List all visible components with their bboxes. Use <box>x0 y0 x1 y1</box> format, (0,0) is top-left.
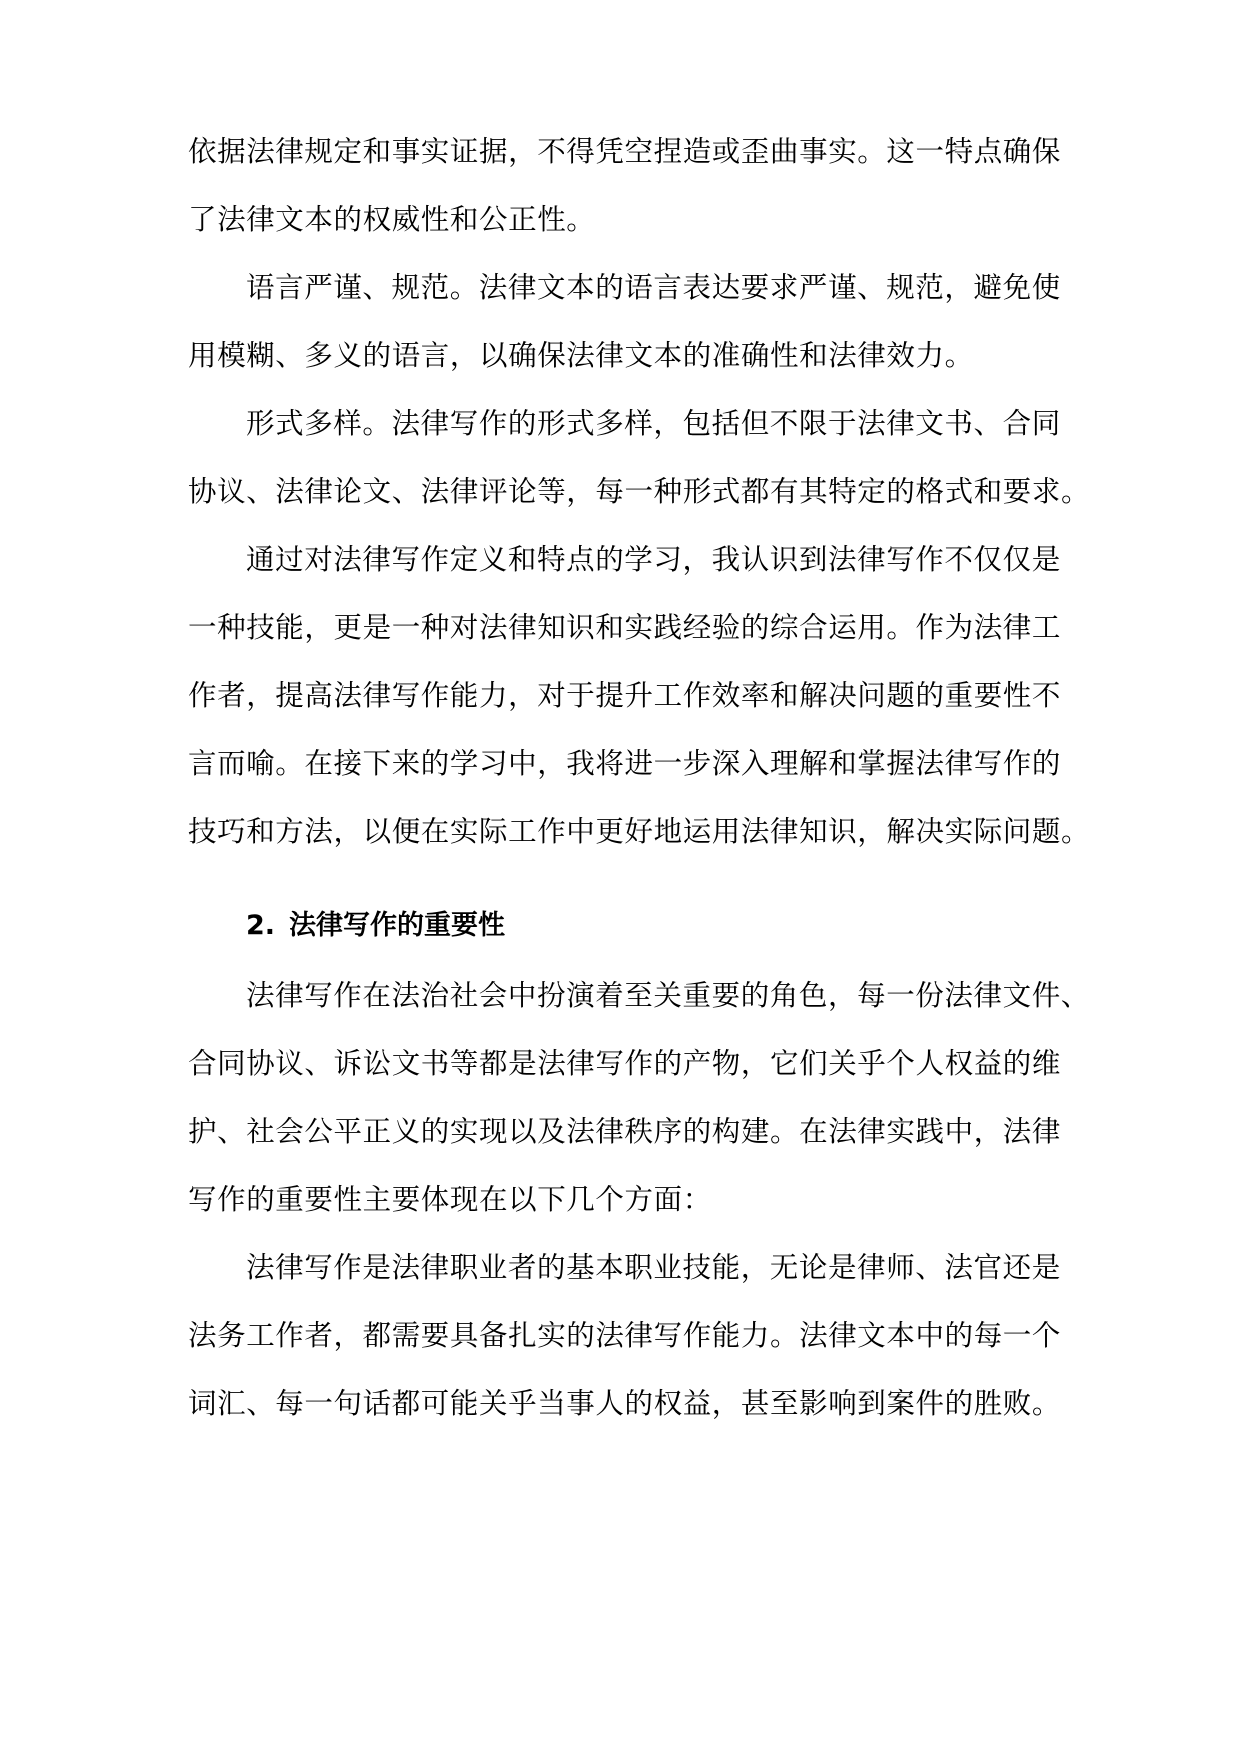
section-number: 2. <box>246 910 276 941</box>
paragraph-start-line: 法律写作在法治社会中扮演着至关重要的角色，每一份法律文件、 <box>246 979 1090 1012</box>
text-line: 一种技能，更是一种对法律知识和实践经验的综合运用。作为法律工 <box>188 611 1062 644</box>
paragraph-start-line: 法律写作是法律职业者的基本职业技能，无论是律师、法官还是 <box>246 1251 1061 1284</box>
text-line: 法务工作者，都需要具备扎实的法律写作能力。法律文本中的每一个 <box>188 1319 1062 1352</box>
text-line: 护、社会公平正义的实现以及法律秩序的构建。在法律实践中，法律 <box>188 1115 1062 1148</box>
text-line: 了法律文本的权威性和公正性。 <box>188 203 596 236</box>
text-line: 合同协议、诉讼文书等都是法律写作的产物，它们关乎个人权益的维 <box>188 1047 1062 1080</box>
paragraph-start-line: 通过对法律写作定义和特点的学习，我认识到法律写作不仅仅是 <box>246 543 1061 576</box>
paragraph-start-line: 形式多样。法律写作的形式多样，包括但不限于法律文书、合同 <box>246 407 1061 440</box>
text-line: 协议、法律论文、法律评论等，每一种形式都有其特定的格式和要求。 <box>188 475 1091 508</box>
text-line: 依据法律规定和事实证据，不得凭空捏造或歪曲事实。这一特点确保 <box>188 135 1062 168</box>
paragraph-start-line: 语言严谨、规范。法律文本的语言表达要求严谨、规范，避免使 <box>246 271 1061 304</box>
text-line: 写作的重要性主要体现在以下几个方面： <box>188 1183 712 1216</box>
text-line: 词汇、每一句话都可能关乎当事人的权益，甚至影响到案件的胜败。 <box>188 1387 1062 1420</box>
section-title: 法律写作的重要性 <box>289 910 506 941</box>
text-line: 言而喻。在接下来的学习中，我将进一步深入理解和掌握法律写作的 <box>188 747 1062 780</box>
text-line: 技巧和方法，以便在实际工作中更好地运用法律知识，解决实际问题。 <box>188 815 1091 848</box>
text-line: 作者，提高法律写作能力，对于提升工作效率和解决问题的重要性不 <box>188 679 1062 712</box>
text-line: 用模糊、多义的语言，以确保法律文本的准确性和法律效力。 <box>188 339 974 372</box>
section-heading <box>246 906 1046 946</box>
